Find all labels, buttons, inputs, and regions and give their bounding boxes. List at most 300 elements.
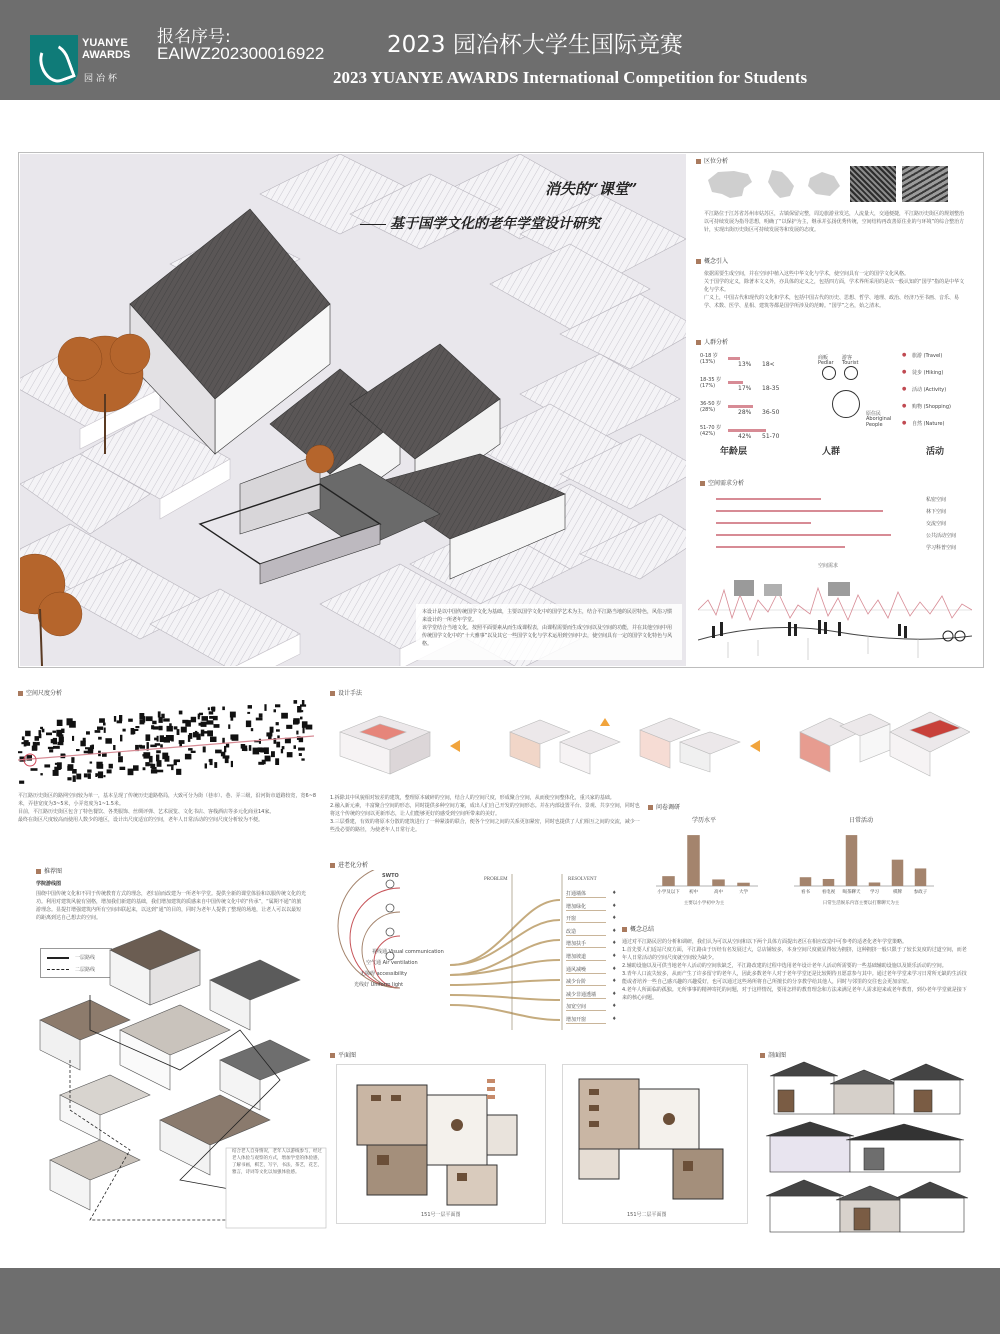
figure-ground-block xyxy=(120,767,126,770)
figure-ground-block xyxy=(53,746,60,749)
chart-bar xyxy=(846,835,858,886)
figure-ground-block xyxy=(276,729,280,731)
satellite-image-2 xyxy=(902,166,948,202)
poster-intro-text: 本设计是以中国传统国学文化为基础，主要以国学文化中的国学艺术为主，结合平江路当地的民居特色，风俗习惯来设计的一所老年学堂。 该学堂结合当地文化，按照平面要素从而生成课程表，由课程需要而生成空间以及空间的功能，并在其他空间中用传统国学文化中的“十大雅事”以及其它一些国学文化与学术运用到空间中去，使空间具有一定的国学文化特色与风格。 xyxy=(416,604,682,660)
space-bar xyxy=(716,510,883,512)
activity-label: 徒步 (Hiking) xyxy=(912,370,944,376)
figure-ground-block xyxy=(165,756,170,762)
chart-bar xyxy=(823,879,835,886)
figure-ground-block xyxy=(207,730,213,736)
flow-note: 结合老人自身情况，老年人以游线参与，经过老人体验与观察的方式，增加学堂的体验感，了解书画，棋艺，写字，书法，茶艺，花艺，雅言，诗词等文化以加强体验感。 xyxy=(232,1149,322,1175)
chart-bar xyxy=(687,835,700,886)
space-label: 交流空间 xyxy=(926,521,947,527)
figure-ground-block xyxy=(18,751,22,753)
figure-ground-block xyxy=(97,764,103,769)
chart-title: 日常活动 xyxy=(848,817,874,824)
figure-ground-block xyxy=(209,711,214,714)
figure-ground-block xyxy=(151,725,154,729)
figure-ground-block xyxy=(188,735,190,742)
plan-1-drawing xyxy=(336,1064,546,1224)
logo-mark-icon xyxy=(30,35,78,85)
figure-ground-block xyxy=(248,705,252,709)
flow-text: 围绕中国传统文化和不同于传统教育方式的理念，老归前而改建为一所老年学堂。提供全新的课堂体验和以服传统文化的光功。利用对建筑风貌有别格，增加我们新建的基础，我们增加建筑的质感来自中国传统文化中的“传承”，“属期不通”的旅游理念。显提打增强建筑内所有空间串联起来，以这到“通”的目的，同时为老年人提供了整现的场地，让老人可以以最短的距离到达自己想去的空间。 xyxy=(36,891,307,921)
tourist-avatar-icon xyxy=(844,366,858,380)
resolvent-label: RESOLVENT xyxy=(568,877,597,882)
swot-figure-icon: ♦ xyxy=(612,978,617,985)
logo-line1: YUANYE xyxy=(82,37,128,49)
figure-ground-block xyxy=(53,738,57,745)
logo-cn: 园冶杯 xyxy=(84,74,121,84)
age-range: 18-35 xyxy=(762,385,780,392)
people-cn: 游客 xyxy=(842,355,853,361)
aging-analysis-title: 进老化分析 xyxy=(330,860,368,869)
figure-ground-block xyxy=(196,734,200,740)
figure-ground-block xyxy=(40,727,43,729)
figure-ground-block xyxy=(241,744,246,749)
space-bar xyxy=(716,546,845,548)
space-label: 学习科普空间 xyxy=(926,545,957,551)
figure-ground-block xyxy=(265,756,271,762)
figure-ground-block xyxy=(303,727,305,733)
figure-ground-block xyxy=(156,750,161,753)
figure-ground-block xyxy=(19,781,24,784)
figure-ground-block xyxy=(152,721,156,725)
registration-label: 报名序号: xyxy=(157,27,231,47)
age-value: 13% xyxy=(738,361,752,368)
figure-ground-block xyxy=(103,775,105,777)
plan-1-graphic xyxy=(337,1065,545,1223)
activity-label: 旅游 (Travel) xyxy=(912,353,943,359)
figure-ground-block xyxy=(287,752,293,757)
figure-ground-block xyxy=(157,760,162,767)
figure-ground-block xyxy=(120,735,122,742)
province-map-icon xyxy=(760,168,800,200)
figure-ground-block xyxy=(210,737,217,742)
figure-ground-block xyxy=(76,749,80,751)
figure-ground-block xyxy=(159,717,163,723)
figure-ground-block xyxy=(188,748,193,751)
figure-ground-block xyxy=(128,769,134,776)
figure-ground-block xyxy=(160,744,163,747)
figure-ground-block xyxy=(57,762,62,769)
swot-factor: 光线好 Uniform light xyxy=(354,982,404,988)
chart-bar xyxy=(869,882,881,886)
exploded-flow-diagram xyxy=(30,920,330,1240)
scale-text: 平江路历史街区的路网空间较为单一，基本呈现了传统历史道路格局，大致可分为街（巷市）、巷、弄三级，沿河街市道路较宽，宽6~8米，弄巷宽度为3~5米，小弄宽度为1~1.5米。 目前，平江路历史街区包含了特色餐饮、各类服饰、丝绸评弹、艺术展览、文化书店、客栈酒店等多元化商业14家。 最终在街区尺度较高而使用人数少的地区，设计出尺度适宜的空间，老年人日常活动的空间尺度分析较为不便。 xyxy=(18,793,317,823)
figure-ground-block xyxy=(157,770,164,773)
figure-ground-block xyxy=(270,727,274,733)
plan-2-drawing xyxy=(562,1064,748,1224)
figure-ground-block xyxy=(202,731,208,734)
plan-2-caption: 151号二层平面图 xyxy=(627,1212,667,1218)
figure-ground-block xyxy=(142,754,148,756)
figure-ground-block xyxy=(167,764,174,766)
figure-ground-block xyxy=(281,713,288,719)
figure-ground-block xyxy=(277,735,279,738)
age-pct: (17%) xyxy=(700,383,716,389)
people-en: Aboriginal People xyxy=(866,416,892,428)
figure-ground-block xyxy=(160,735,164,742)
figure-ground-map xyxy=(18,700,314,788)
activity-icon: ● xyxy=(902,369,907,375)
space-needs-caption: 空间需求 xyxy=(818,563,839,569)
space-label: 公共活动空间 xyxy=(926,533,957,539)
people-en: Pedlar xyxy=(818,360,834,366)
scale-analysis-title: 空间尺度分析 xyxy=(18,688,62,697)
figure-ground-block xyxy=(67,718,73,725)
logo-line2: AWARDS xyxy=(82,49,131,61)
age-range: 18< xyxy=(762,361,775,368)
space-label: 私密空间 xyxy=(926,497,947,503)
age-range: 51-70 xyxy=(762,433,780,440)
figure-ground-block xyxy=(191,717,196,723)
figure-ground-block xyxy=(166,735,172,741)
swot-figure-icon: ♦ xyxy=(612,915,617,922)
summary-title: 概念总结 xyxy=(622,924,654,933)
figure-ground-block xyxy=(276,742,280,748)
swot-factor: 空气通 Air ventilation xyxy=(366,960,418,966)
activity-icon: ● xyxy=(902,386,907,392)
figure-ground-block xyxy=(139,713,144,719)
figure-ground-block xyxy=(274,709,277,712)
figure-ground-block xyxy=(99,718,105,723)
figure-ground-block xyxy=(201,722,207,727)
figure-ground-block xyxy=(298,748,305,751)
figure-ground-block xyxy=(97,727,103,730)
figure-ground-block xyxy=(88,749,93,754)
chart-tick-label: 参政子 xyxy=(913,890,928,895)
figure-ground-block xyxy=(151,767,156,769)
figure-ground-block xyxy=(133,729,138,731)
figure-ground-block xyxy=(71,757,74,763)
figure-ground-block xyxy=(230,712,236,718)
figure-ground-block xyxy=(296,731,298,735)
figure-ground-block xyxy=(297,706,301,713)
chart-caption: 主要以小学初中为主 xyxy=(683,901,725,906)
figure-ground-block xyxy=(72,736,74,741)
space-needs-title: 空间需求分析 xyxy=(700,478,744,487)
age-bar xyxy=(728,405,753,408)
age-label: 36-50 岁 xyxy=(700,401,722,407)
space-bar xyxy=(716,498,821,500)
figure-ground-block xyxy=(143,767,146,770)
swot-factor: 无障碍 accessibility xyxy=(360,971,408,977)
chart-bar xyxy=(800,877,812,886)
figure-ground-block xyxy=(57,742,63,745)
figure-ground-block xyxy=(135,726,139,728)
figure-ground-block xyxy=(155,743,160,746)
figure-ground-block xyxy=(286,725,292,729)
figure-ground-block xyxy=(222,707,225,711)
logo-text xyxy=(82,37,130,61)
figure-ground-block xyxy=(87,770,91,773)
figure-ground-block xyxy=(103,723,106,726)
figure-ground-block xyxy=(46,733,52,736)
summary-text: 通过对平江路民居的分析和调研，我们认为可以从空间和以下两个具体方面提出老区在相应改造中可参考的适老化老年学堂策略。 1.首先要人们适站尺度方面，平江路由于历经有名发展过大，总店铺较多，本身空间尺度就显得较为拥挤，这种拥挤一般只限于了较长复度的过道空间，而老年人日常活动的空间尺度就空间较为缺少。 2.辅助设施以及可供当地老年人活动的空间状缺乏，平江路改建的过程中选用老年设计老年人活动所需要的一些基础辅助设施以及娱乐活动的空间。 3.青年人口流失较多，从而产生了许多留守的老年人，因此多数老年人对于老年学堂还是比较期待且愿意参与其中。通过老年学堂来学习日常所无缺的生活技能或者培养一些自己感兴趣的兴趣爱好，也可以通过这些场所将自己所擅长的分享教学给其他人，同时与邻里的交往也会更加亲密。 4.老年人所面临的孤独。无所事事的精神寄托的问题，对于这样情况，要用怎样的教育理念和方法来满足老年人需求迎来或老年教育，到办老年学堂就是接下来的核心问题。 xyxy=(622,939,967,1001)
figure-ground-block xyxy=(294,745,297,749)
chart-tick-label: 看电视 xyxy=(821,890,836,895)
figure-ground-block xyxy=(174,726,178,729)
chart-tick-label: 初中 xyxy=(689,890,698,895)
figure-ground-block xyxy=(167,726,173,732)
swot-resolvent: 改造 xyxy=(566,928,606,936)
space-bar xyxy=(716,522,811,524)
flow-section-title: 推荐图 xyxy=(36,866,62,875)
figure-ground-block xyxy=(123,729,126,732)
figure-ground-block xyxy=(48,747,54,749)
figure-ground-block xyxy=(259,739,261,744)
figure-ground-block xyxy=(53,770,59,776)
figure-ground-block xyxy=(83,738,86,742)
figure-ground-block xyxy=(214,724,220,728)
figure-ground-block xyxy=(231,761,233,767)
figure-ground-block xyxy=(35,736,40,741)
figure-ground-block xyxy=(198,716,200,719)
swot-resolvent: 增加绿化 xyxy=(566,903,606,911)
swot-figure-icon: ♦ xyxy=(612,927,617,934)
figure-ground-block xyxy=(299,753,302,756)
swot-resolvent: 开窗 xyxy=(566,915,606,923)
figure-ground-block xyxy=(84,773,88,777)
figure-ground-block xyxy=(39,734,42,739)
figure-ground-block xyxy=(253,748,260,755)
figure-ground-block xyxy=(24,742,27,747)
concept-title: 概念引入 xyxy=(696,256,728,265)
chart-bar xyxy=(915,868,927,886)
figure-ground-block xyxy=(214,762,217,768)
swot-figure-icon: ♦ xyxy=(612,953,617,959)
chart-tick-label: 看书 xyxy=(801,890,810,895)
age-pct: (28%) xyxy=(700,407,716,413)
figure-ground-block xyxy=(133,765,139,771)
population-title: 人群分析 xyxy=(696,337,728,346)
figure-ground-block xyxy=(205,763,207,768)
figure-ground-block xyxy=(146,734,151,741)
figure-ground-block xyxy=(68,764,74,770)
figure-ground-block xyxy=(31,768,38,771)
figure-ground-block xyxy=(181,727,187,733)
figure-ground-block xyxy=(224,746,226,752)
figure-ground-block xyxy=(302,700,305,705)
activity-label: 自然 (Nature) xyxy=(912,421,945,427)
figure-ground-block xyxy=(249,745,252,751)
chart-bar xyxy=(662,876,675,886)
chart-tick-label: 棋牌 xyxy=(893,890,902,895)
figure-ground-block xyxy=(73,775,76,782)
figure-ground-block xyxy=(209,716,214,719)
figure-ground-block xyxy=(275,758,279,765)
site-analysis-title: 区位分析 xyxy=(696,156,728,165)
figure-ground-block xyxy=(159,726,163,731)
figure-ground-block xyxy=(195,731,197,734)
figure-ground-block xyxy=(139,745,142,748)
age-bar xyxy=(728,357,740,360)
age-value: 28% xyxy=(738,409,752,416)
figure-ground-block xyxy=(260,748,265,753)
figure-ground-block xyxy=(151,769,157,773)
figure-ground-block xyxy=(251,728,253,731)
col-activity-label: 活动 xyxy=(926,447,945,457)
figure-ground-block xyxy=(42,729,45,733)
legend-label-2: 二层路线 xyxy=(75,967,96,973)
section-drawings xyxy=(764,1060,970,1240)
logo xyxy=(30,35,145,85)
swot-resolvent: 减少非通透墙 xyxy=(566,991,606,999)
figure-ground-block xyxy=(208,707,210,710)
figure-ground-block xyxy=(179,740,185,744)
col-people-label: 人群 xyxy=(822,447,841,457)
satellite-image-1 xyxy=(850,166,896,202)
figure-ground-block xyxy=(176,769,181,775)
figure-ground-block xyxy=(221,752,225,757)
figure-ground-block xyxy=(131,728,135,735)
figure-ground-block xyxy=(171,766,173,770)
age-range: 36-50 xyxy=(762,409,780,416)
swot-resolvent: 通风减噪 xyxy=(566,966,606,974)
figure-ground-block xyxy=(281,749,283,753)
age-pct: (13%) xyxy=(700,359,716,365)
figure-ground-block xyxy=(211,707,215,711)
swot-resolvent: 增加开窗 xyxy=(566,1016,606,1024)
figure-ground-block xyxy=(163,718,170,721)
figure-ground-block xyxy=(247,712,250,714)
figure-ground-block xyxy=(40,773,42,775)
poster-sub-title: 基于国学文化的老年学堂设计研究 xyxy=(360,213,600,233)
concept-text: 依据需要生成空间，并在空间中植入这些中华文化与学术，使空间具有一定的国学文化风格。 关于国学的定义，除著本文义外，亦具体的定义之，包括四方面，学术界所采用的是以一般认知的“国学”指的是中华文化与学术。 广义上，中国古代和现代的文化和学术，包括中国古代的历史、思想、哲学、地理、政治、经济乃至书画、音乐、易学、术数、医学、星相、建筑等都是国学所涉及的范畴。“国学”之名，始之清末。 xyxy=(704,271,965,309)
education-chart xyxy=(648,812,760,916)
aboriginal-avatar-icon xyxy=(832,390,860,418)
figure-ground-block xyxy=(49,749,53,752)
china-map-icon xyxy=(704,168,756,200)
figure-ground-block xyxy=(271,751,275,757)
figure-ground-block xyxy=(228,724,230,729)
activity-icon: ● xyxy=(902,420,907,426)
chart-caption: 日常生活娱乐内容主要以打牌聊天为主 xyxy=(822,901,900,906)
legend-label-1: 一层路线 xyxy=(75,955,96,961)
design-method-text: 1.拆除其中风貌相对较差的建筑，整理原本破碎的空间，结合人的空间尺度，形成聚合空间，从而使空间整体化，重兴家的基础。 2.融入新元素，丰富聚合空间的形态，同时提供多种空间方案，成出人们自己开发的空间形态。并在内部设置平台、景观、共享空间，同时也将这个传统的空间以更新形态，让人们能够更好的感受到空间所带来的美好。 3.三层叠建，有效的将原本分散的建筑进行了一种紧凑的联合，便各个空间之间的关系更加紧密，同时也提供了人们相互之间的交流，减少一些没必要的路径，为使老年人日常行走。 xyxy=(330,795,640,833)
people-cn: 原住民 xyxy=(866,411,882,417)
poster-main-title: 消失的“课堂” xyxy=(545,180,638,198)
activity-icon: ● xyxy=(902,352,907,358)
figure-ground-block xyxy=(128,719,133,722)
figure-ground-block xyxy=(256,718,263,721)
swot-figure-icon: ♦ xyxy=(612,990,617,997)
figure-ground-block xyxy=(67,777,71,780)
plan-2-graphic xyxy=(563,1065,747,1223)
street-section-graphic xyxy=(698,570,972,662)
site-text: 平江路位于江苏省苏州市姑苏区，古镇保留完整，周边旅游业发达，人流量大，交通便捷，平江路历史街区的规划整治以可持续发展为指导思想，明确了“以保护为主，继承并弘扬优秀传统，空间结构再改善原住业的与环境”的综合整治方针，实现出街历史街区可持续发展等和发展的态度。 xyxy=(704,211,965,233)
problem-label: PROBLEM xyxy=(484,877,508,882)
figure-ground-block xyxy=(114,716,116,722)
figure-ground-block xyxy=(226,744,229,748)
figure-ground-block xyxy=(202,716,209,721)
figure-ground-block xyxy=(301,758,304,760)
registration-number: EAIWZ202300016922 xyxy=(157,44,325,63)
figure-ground-block xyxy=(104,728,106,733)
figure-ground-block xyxy=(95,730,101,733)
figure-ground-block xyxy=(118,756,123,762)
figure-ground-block xyxy=(59,737,64,743)
figure-ground-block xyxy=(246,721,251,728)
flow-title: 学院游线图 xyxy=(36,881,62,887)
daily-activity-chart xyxy=(786,812,936,916)
figure-ground-block xyxy=(86,731,90,734)
header-bar xyxy=(0,0,1000,100)
figure-ground-block xyxy=(275,704,280,707)
age-label: 51-70 岁 xyxy=(700,425,722,431)
swot-resolvent: 增加坡道 xyxy=(566,953,606,961)
city-map-icon xyxy=(804,168,844,200)
massing-steps-diagram xyxy=(330,702,970,782)
figure-ground-block xyxy=(98,737,102,740)
plan-title: 平面图 xyxy=(330,1050,356,1059)
figure-ground-block xyxy=(276,722,279,725)
figure-ground-block xyxy=(242,748,248,751)
figure-ground-block xyxy=(52,731,56,733)
figure-ground-block xyxy=(85,747,92,749)
swot-figure-icon: ♦ xyxy=(612,1003,617,1010)
figure-ground-block xyxy=(264,704,266,711)
figure-ground-block xyxy=(174,760,177,765)
chart-title: 学历水平 xyxy=(691,817,717,824)
figure-ground-block xyxy=(56,730,62,737)
competition-title-cn: 2023 园冶杯大学生国际竞赛 xyxy=(387,32,683,58)
figure-ground-block xyxy=(109,764,113,769)
figure-ground-block xyxy=(259,713,263,717)
figure-ground-block xyxy=(113,745,115,750)
figure-ground-block xyxy=(22,736,25,740)
figure-ground-block xyxy=(203,747,206,753)
figure-ground-block xyxy=(119,715,122,721)
figure-ground-block xyxy=(207,720,214,724)
chart-tick-label: 大学 xyxy=(739,890,748,895)
figure-ground-block xyxy=(300,717,303,720)
figure-ground-block xyxy=(33,742,37,749)
figure-ground-block xyxy=(25,731,31,737)
swot-resolvent: 减少台阶 xyxy=(566,978,606,986)
figure-ground-block xyxy=(294,700,298,704)
figure-ground-block xyxy=(185,720,191,727)
swot-factor: 视线通 Visual communication xyxy=(372,949,444,955)
people-en: Tourist xyxy=(842,360,859,366)
swot-figure-icon: ♦ xyxy=(612,1016,617,1022)
age-label: 0-18 岁 xyxy=(700,353,718,359)
age-value: 42% xyxy=(738,433,752,440)
figure-ground-block xyxy=(76,774,81,780)
competition-title-en: 2023 YUANYE AWARDS International Competition for Students xyxy=(333,68,808,87)
chart-tick-label: 喝茶聊天 xyxy=(842,890,861,895)
chart-tick-label: 学习 xyxy=(870,890,879,895)
swot-resolvent: 增加扶手 xyxy=(566,940,606,948)
activity-label: 购物 (Shopping) xyxy=(912,404,951,410)
figure-ground-block xyxy=(149,763,153,765)
chart-bar xyxy=(892,860,904,886)
space-bar xyxy=(716,534,891,536)
figure-ground-block xyxy=(268,736,272,739)
figure-ground-block xyxy=(293,720,299,725)
figure-ground-block xyxy=(232,734,239,740)
figure-ground-block xyxy=(191,751,196,753)
age-bar xyxy=(728,381,743,384)
swot-figure-icon: ♦ xyxy=(612,940,617,947)
activity-icon: ● xyxy=(902,403,907,409)
figure-ground-block xyxy=(306,725,313,730)
chart-tick-label: 高中 xyxy=(714,890,723,895)
chart-bar xyxy=(712,879,725,886)
figure-ground-block xyxy=(57,720,63,726)
figure-ground-block xyxy=(107,769,112,773)
space-label: 林下空间 xyxy=(926,509,947,515)
